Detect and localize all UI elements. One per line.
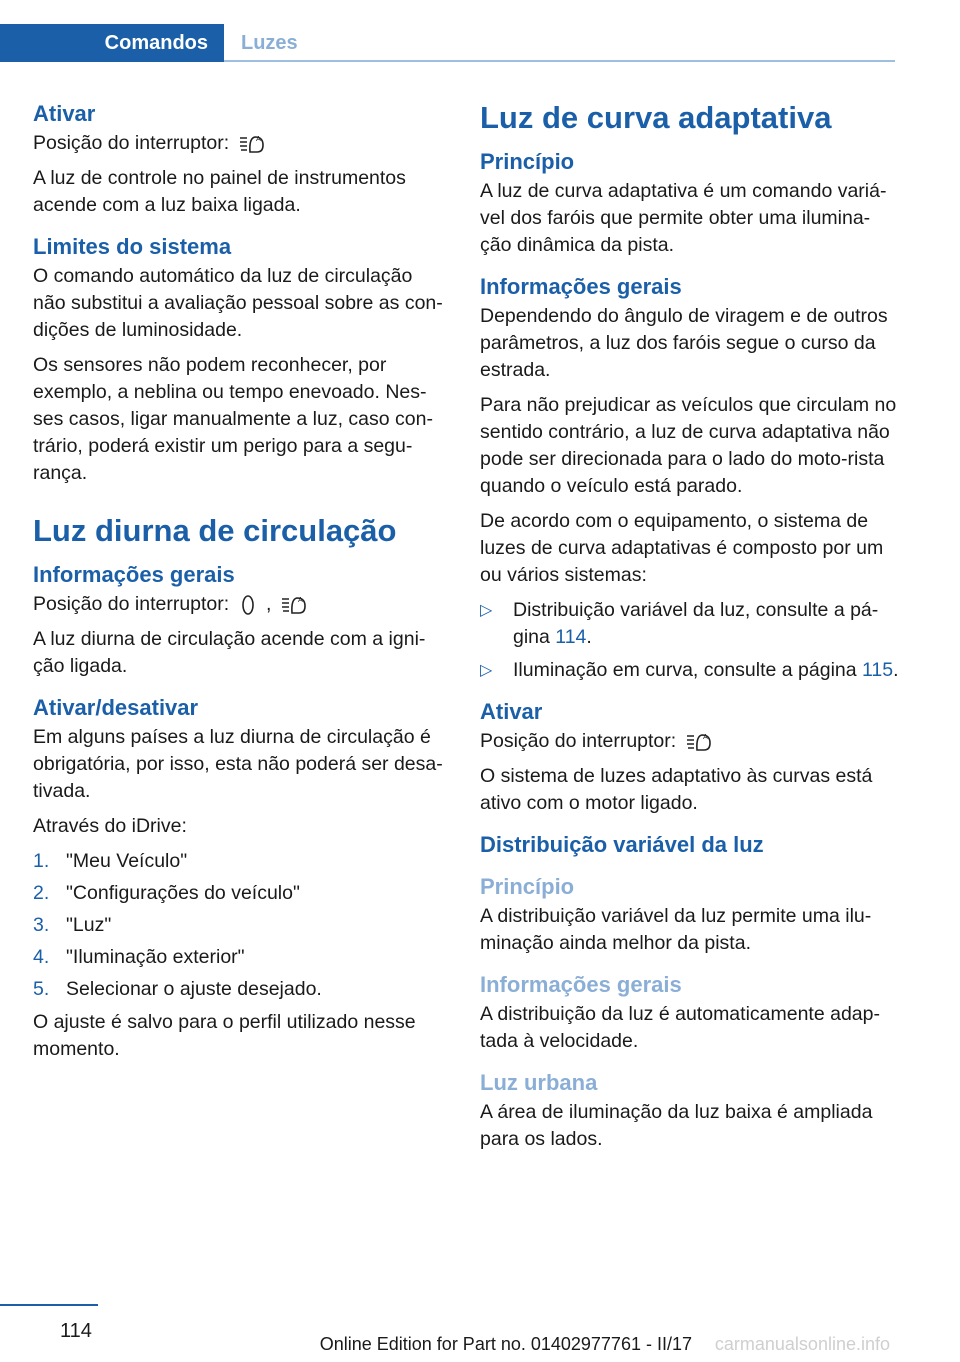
heading-ativar-right: Ativar [480, 699, 543, 724]
svg-text:A: A [255, 134, 261, 143]
subheading-info-gerais: Informações gerais [480, 972, 682, 997]
limites-p1: O comando automático da luz de circulação não substitui a avaliação pessoal sobre as con‐dições de luminosidade. [33, 265, 443, 341]
list-item [33, 976, 448, 1003]
ativar-right-text: O sistema de luzes adaptativo às curvas está ativo com o motor ligado. [480, 765, 873, 814]
watermark: carmanualsonline.info [714, 1334, 890, 1354]
bullet-text: Distribuição variável da luz, consulte a pá‐gina [513, 599, 879, 648]
dist-principio-text: A distribuição variável da luz permite uma ilu‐minação ainda melhor da pista. [480, 905, 872, 954]
heading-ativar-desativar: Ativar/desativar [33, 695, 199, 720]
list-item [33, 880, 448, 907]
step-number: 2. [33, 882, 50, 904]
heading-principio: Princípio [480, 149, 575, 174]
bullet-end: . [586, 626, 592, 648]
info-switch-line [33, 591, 448, 618]
left-column [33, 100, 448, 1071]
step-number: 5. [33, 978, 50, 1000]
info-p3: De acordo com o equipamento, o sistema de luzes de curva adaptativas é composto por um ou vários sistemas: [480, 510, 884, 586]
heading-distribuicao: Distribuição variável da luz [480, 832, 764, 857]
step-text: "Iluminação exterior" [66, 946, 245, 968]
ativar-text: A luz de controle no painel de instrumentos acende com a luz baixa ligada. [33, 167, 406, 216]
page-number-rule [0, 1304, 98, 1306]
header-tabs [0, 24, 895, 62]
separator-comma: , [266, 593, 272, 615]
list-item [480, 597, 900, 651]
svg-text:A: A [297, 595, 303, 604]
edition-footer: Online Edition for Part no. 01402977761 - II/17 [319, 1334, 692, 1354]
step-text: Selecionar o ajuste desejado. [66, 978, 322, 1000]
switch-position-line-right [480, 728, 900, 755]
tab-underline [224, 60, 895, 62]
page-link-114[interactable]: 114 [555, 626, 587, 648]
auto-headlight-icon [684, 730, 714, 754]
heading-ativar: Ativar [33, 101, 96, 126]
info-switch-label: Posição do interruptor: [33, 593, 230, 615]
switch-off-icon [237, 593, 259, 617]
title-luz-diurna: Luz diurna de circulação [33, 513, 397, 548]
tab-comandos[interactable]: Comandos [0, 24, 224, 62]
switch-position-label: Posição do interruptor: [480, 730, 677, 752]
switch-position-line [33, 130, 448, 157]
bullet-triangle-icon: ▷ [480, 602, 493, 619]
heading-info-gerais: Informações gerais [33, 562, 235, 587]
info-p1: Dependendo do ângulo de viragem e de outros parâmetros, a luz dos faróis segue o curso da estrada. [480, 305, 888, 381]
bullet-triangle-icon: ▷ [480, 662, 493, 679]
toggle-p3: O ajuste é salvo para o perfil utilizado nesse momento. [33, 1011, 416, 1060]
auto-headlight-icon [237, 132, 267, 156]
step-number: 1. [33, 850, 50, 872]
idrive-steps [33, 848, 448, 1003]
title-luz-curva: Luz de curva adaptativa [480, 100, 832, 135]
bullet-end: . [893, 659, 899, 681]
info-text: A luz diurna de circulação acende com a igni‐ção ligada. [33, 628, 426, 677]
limites-p2: Os sensores não podem reconhecer, por exemplo, a neblina ou tempo enevoado. Nes‐ses casos, ligar manualmente a luz, caso con‐trário, poderá existir um perigo para a segu‐rança. [33, 354, 433, 484]
subheading-luz-urbana: Luz urbana [480, 1070, 598, 1095]
dist-info-text: A distribuição da luz é automaticamente adap‐tada à velocidade. [480, 1003, 880, 1052]
toggle-p1: Em alguns países a luz diurna de circulação é obrigatória, por isso, esta não poderá ser desa‐tivada. [33, 726, 443, 802]
switch-position-label: Posição do interruptor: [33, 132, 230, 154]
step-number: 4. [33, 946, 50, 968]
list-item [33, 944, 448, 971]
subheading-principio: Princípio [480, 874, 575, 899]
urbana-text: A área de iluminação da luz baixa é ampliada para os lados. [480, 1101, 873, 1150]
auto-headlight-icon [279, 593, 309, 617]
step-number: 3. [33, 914, 50, 936]
tab-luzes[interactable]: Luzes [241, 32, 298, 54]
right-column [480, 100, 900, 1161]
page-link-115[interactable]: 115 [862, 659, 894, 681]
step-text: "Meu Veículo" [66, 850, 188, 872]
systems-list [480, 597, 900, 684]
step-text: "Luz" [66, 914, 112, 936]
page-number: 114 [60, 1320, 92, 1342]
heading-info-gerais-right: Informações gerais [480, 274, 682, 299]
step-text: "Configurações do veículo" [66, 882, 300, 904]
list-item [33, 912, 448, 939]
list-item [480, 657, 900, 684]
info-p2: Para não prejudicar as veículos que circulam no sentido contrário, a luz de curva adaptativa não pode ser direcionada para o lado do moto‐rista quando o veículo está parado. [480, 394, 897, 497]
bullet-text: Iluminação em curva, consulte a página [513, 659, 863, 681]
principio-text: A luz de curva adaptativa é um comando variá‐vel dos faróis que permite obter uma ilumina‐ção dinâmica da pista. [480, 180, 887, 256]
heading-limites: Limites do sistema [33, 234, 232, 259]
list-item [33, 848, 448, 875]
toggle-p2: Através do iDrive: [33, 815, 187, 837]
svg-text:A: A [702, 732, 708, 741]
